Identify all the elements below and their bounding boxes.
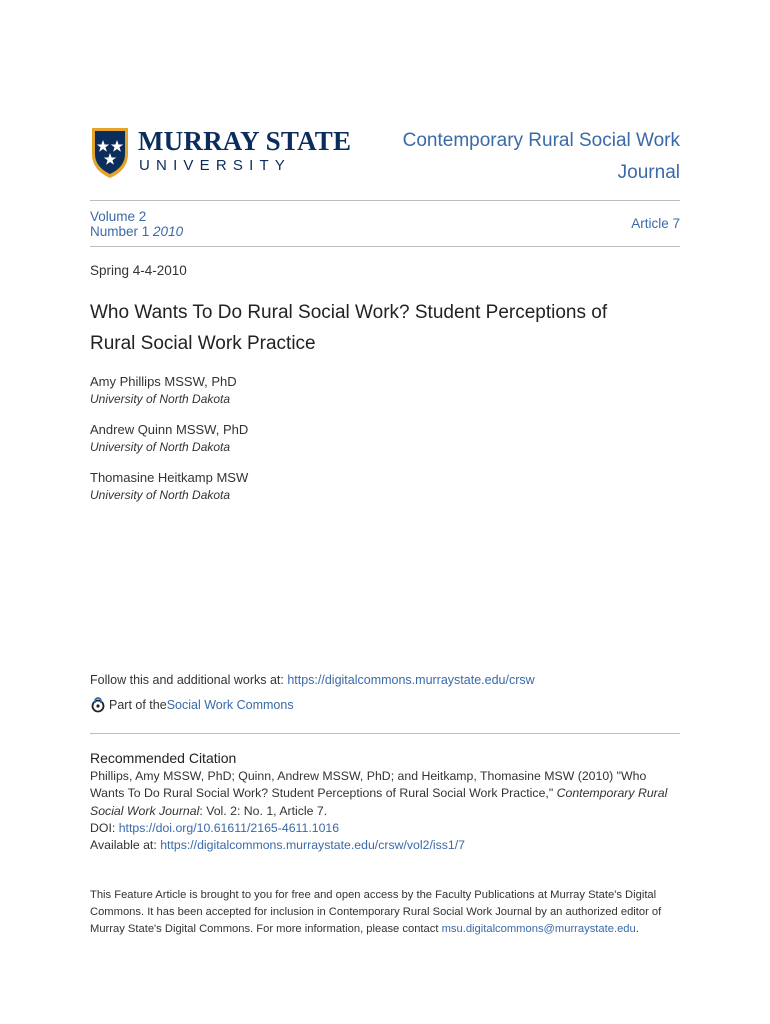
- footer-line: Commons. It has been accepted for inclusion in Contemporary Rural Social Work Journal by an authorized editor of: [90, 906, 662, 918]
- doi-link[interactable]: https://doi.org/10.61611/2165-4611.1016: [118, 820, 340, 835]
- author-name[interactable]: Amy Phillips MSSW, PhD: [90, 374, 237, 389]
- logo-subtitle: UNIVERSITY: [139, 157, 292, 174]
- author-affiliation: University of North Dakota: [90, 488, 231, 502]
- citation-divider: [90, 733, 680, 734]
- murray-state-logo: [90, 126, 370, 182]
- available-line: [90, 837, 690, 854]
- article-number-link[interactable]: Article 7: [631, 216, 680, 231]
- header-divider: [90, 200, 680, 201]
- collection-link[interactable]: https://digitalcommons.murraystate.edu/crsw: [287, 673, 535, 687]
- follow-text: Follow this and additional works at:: [90, 673, 288, 687]
- footer-period: .: [635, 923, 639, 935]
- footer-line: This Feature Article is brought to you for free and open access by the Faculty Publications at Murray State's Digital: [90, 889, 657, 901]
- article-title: [90, 297, 680, 359]
- shield-logo-icon: [90, 126, 130, 180]
- volume-link[interactable]: Volume 2: [90, 209, 147, 224]
- doi-line: [90, 820, 690, 837]
- citation-text: : Vol. 2: No. 1, Article 7.: [199, 803, 328, 818]
- volume-block[interactable]: [90, 209, 183, 239]
- footer-line: [90, 921, 690, 938]
- article-title-line2: Rural Social Work Practice: [90, 333, 316, 354]
- author-affiliation: University of North Dakota: [90, 392, 231, 406]
- journal-name: Social Work Journal: [90, 803, 200, 818]
- author-name[interactable]: Thomasine Heitkamp MSW: [90, 470, 249, 485]
- number-label: Number 1: [90, 224, 150, 239]
- journal-title-line1[interactable]: Contemporary Rural Social Work: [402, 130, 680, 151]
- journal-name: Contemporary Rural: [556, 786, 668, 801]
- follow-line: [90, 673, 535, 687]
- publication-date: Spring 4-4-2010: [90, 263, 187, 278]
- issue-divider: [90, 246, 680, 247]
- part-of-text: Part of the: [109, 698, 167, 712]
- citation-text: Wants To Do Rural Social Work? Student Perceptions of Rural Social Work Practice,": [90, 786, 557, 801]
- available-link[interactable]: https://digitalcommons.murraystate.edu/crsw/vol2/iss1/7: [160, 838, 465, 853]
- recommended-citation-heading: Recommended Citation: [90, 750, 237, 766]
- footer-note: [90, 887, 690, 938]
- number-link[interactable]: [90, 224, 183, 239]
- article-title-line1: Who Wants To Do Rural Social Work? Student Perceptions of: [90, 302, 608, 323]
- open-access-icon: [90, 697, 106, 713]
- author-name[interactable]: Andrew Quinn MSSW, PhD: [90, 422, 249, 437]
- social-work-commons-link[interactable]: Social Work Commons: [166, 698, 294, 712]
- part-of-line: [90, 697, 294, 713]
- journal-title-line2[interactable]: Journal: [617, 162, 680, 183]
- logo-wordmark: MURRAY STATE: [138, 126, 352, 156]
- journal-title[interactable]: [380, 125, 680, 189]
- footer-text: Murray State's Digital Commons. For more information, please contact: [90, 923, 442, 935]
- year: 2010: [153, 224, 184, 239]
- citation-block: [90, 768, 690, 854]
- doi-label: DOI:: [90, 820, 119, 835]
- author-affiliation: University of North Dakota: [90, 440, 231, 454]
- contact-email-link[interactable]: msu.digitalcommons@murraystate.edu: [441, 923, 636, 935]
- available-label: Available at:: [90, 838, 161, 853]
- citation-line: Phillips, Amy MSSW, PhD; Quinn, Andrew MSSW, PhD; and Heitkamp, Thomasine MSW (2010) "Who: [90, 769, 647, 783]
- citation-line: [90, 803, 690, 820]
- citation-line: [90, 785, 690, 802]
